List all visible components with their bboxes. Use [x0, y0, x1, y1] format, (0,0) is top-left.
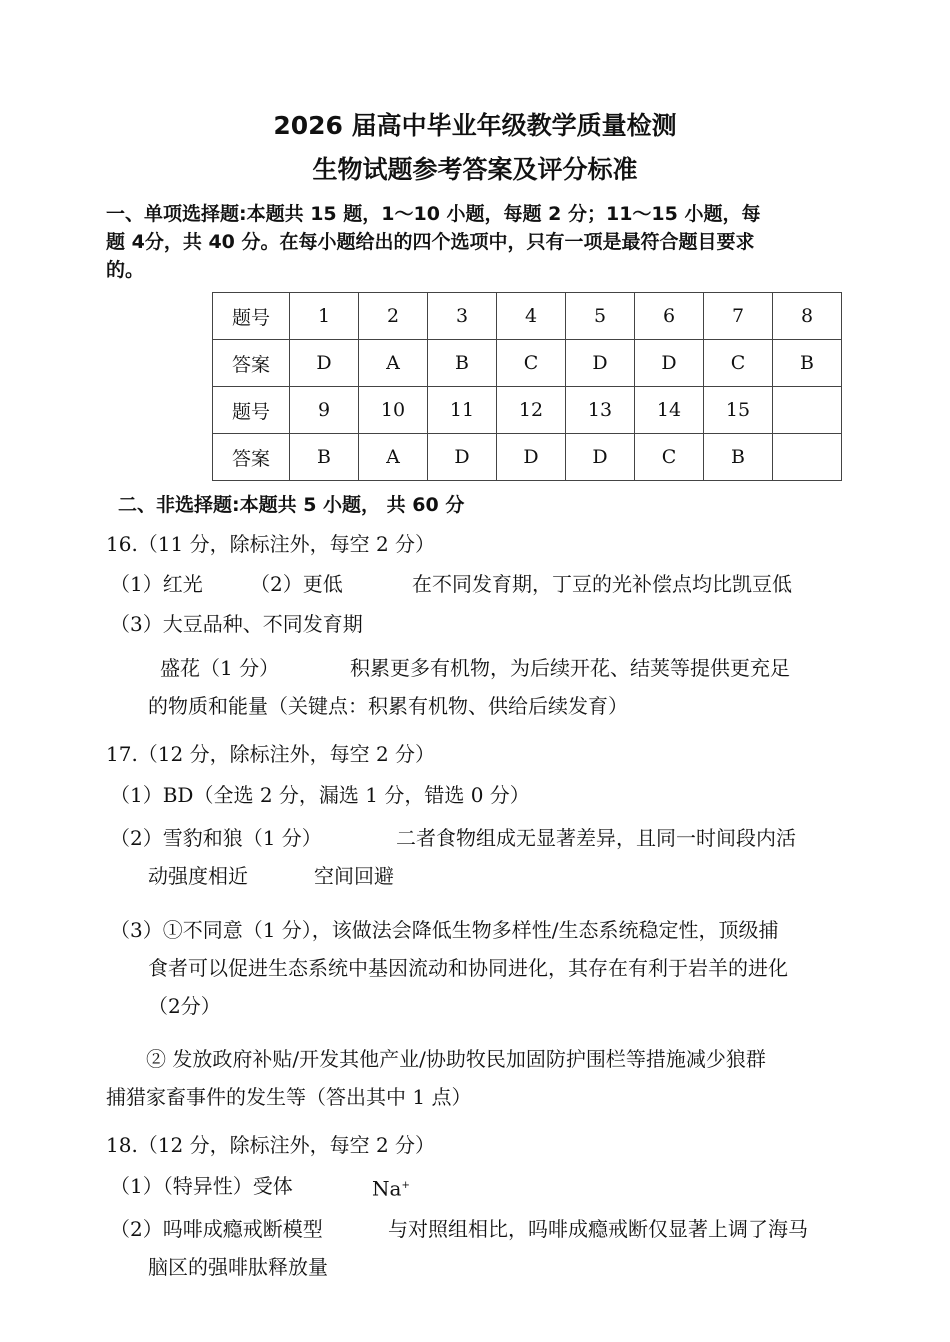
q16-answer-3c: 积累更多有机物，为后续开花、结荚等提供更充足 [350, 656, 790, 680]
section2-heading: 二、非选择题:本题共 5 小题， 共 60 分 [118, 494, 465, 516]
table-cell: 3 [428, 293, 497, 340]
q18-answer-1: （1）（特异性）受体 [110, 1174, 293, 1198]
table-cell: B [428, 340, 497, 387]
table-cell: D [497, 434, 566, 481]
table-cell: 6 [635, 293, 704, 340]
page-title: 2026 届高中毕业年级教学质量检测 [273, 111, 677, 140]
q16-answer-2: （2）更低 [250, 572, 343, 596]
table-cell: 12 [497, 387, 566, 434]
table-cell: B [773, 340, 842, 387]
section1-line2: 题 4分，共 40 分。在每小题给出的四个选项中，只有一项是最符合题目要求 [106, 231, 755, 253]
table-cell: B [704, 434, 773, 481]
page-subtitle: 生物试题参考答案及评分标准 [312, 155, 638, 184]
q18-answer-1b [372, 1174, 410, 1201]
q17-answer-3c: （2分） [148, 994, 221, 1018]
q17-answer-2b: 二者食物组成无显著差异，且同一时间段内活 [396, 826, 796, 850]
table-cell: 1 [290, 293, 359, 340]
table-cell: A [359, 434, 428, 481]
table-cell: 2 [359, 293, 428, 340]
table-cell: D [566, 434, 635, 481]
q16-answer-2-reason: 在不同发育期，丁豆的光补偿点均比凯豆低 [412, 572, 792, 596]
table-cell: 8 [773, 293, 842, 340]
table-cell: 14 [635, 387, 704, 434]
charge-sup: + [401, 1180, 410, 1191]
table-cell: C [497, 340, 566, 387]
table-cell: 15 [704, 387, 773, 434]
table-cell: 9 [290, 387, 359, 434]
table-cell: 5 [566, 293, 635, 340]
sodium-symbol: Na [372, 1176, 402, 1201]
q16-heading: 16.（11 分，除标注外，每空 2 分） [106, 532, 436, 556]
table-cell: D [428, 434, 497, 481]
table-cell: D [635, 340, 704, 387]
q18-answer-2c: 脑区的强啡肽释放量 [148, 1255, 328, 1279]
q16-answer-1: （1）红光 [110, 572, 203, 596]
section1-line1: 一、单项选择题:本题共 15 题，1～10 小题，每题 2 分；11～15 小题，每 [106, 203, 761, 225]
q17-heading: 17.（12 分，除标注外，每空 2 分） [106, 742, 436, 766]
table-cell: A [359, 340, 428, 387]
section1-line3: 的。 [106, 259, 145, 281]
q17-answer-1: （1）BD（全选 2 分，漏选 1 分，错选 0 分） [110, 783, 530, 807]
table-cell: C [704, 340, 773, 387]
answer-table [212, 292, 842, 481]
q16-answer-3b: 盛花（1 分） [160, 656, 280, 680]
table-cell: 13 [566, 387, 635, 434]
table-cell: C [635, 434, 704, 481]
q17-answer-2: （2）雪豹和狼（1 分） [110, 826, 322, 850]
q18-heading: 18.（12 分，除标注外，每空 2 分） [106, 1133, 436, 1157]
table-cell: 10 [359, 387, 428, 434]
q16-answer-3d: 的物质和能量（关键点：积累有机物、供给后续发育） [148, 694, 628, 718]
q17-answer-2d: 空间回避 [314, 864, 394, 888]
q18-answer-2b: 与对照组相比，吗啡成瘾戒断仅显著上调了海马 [388, 1217, 808, 1241]
q17-answer-3b: 食者可以促进生态系统中基因流动和协同进化，其存在有利于岩羊的进化 [148, 956, 788, 980]
row-label: 题号 [213, 387, 290, 434]
q17-answer-3e: 捕猎家畜事件的发生等（答出其中 1 点） [106, 1085, 472, 1109]
table-cell: 11 [428, 387, 497, 434]
q17-answer-3d: ② 发放政府补贴/开发其他产业/协助牧民加固防护围栏等措施减少狼群 [146, 1047, 766, 1071]
q16-answer-3: （3）大豆品种、不同发育期 [110, 612, 363, 636]
row-label: 答案 [213, 340, 290, 387]
row-label: 答案 [213, 434, 290, 481]
table-cell: 7 [704, 293, 773, 340]
table-row [213, 340, 842, 387]
q17-answer-3: （3）①不同意（1 分），该做法会降低生物多样性/生态系统稳定性，顶级捕 [110, 918, 779, 942]
row-label: 题号 [213, 293, 290, 340]
table-cell: B [290, 434, 359, 481]
q18-answer-2: （2）吗啡成瘾戒断模型 [110, 1217, 323, 1241]
table-row [213, 434, 842, 481]
table-cell: D [566, 340, 635, 387]
table-row [213, 387, 842, 434]
table-cell: 4 [497, 293, 566, 340]
table-cell [773, 387, 842, 434]
table-cell [773, 434, 842, 481]
table-row [213, 293, 842, 340]
q17-answer-2c: 动强度相近 [148, 864, 248, 888]
table-cell: D [290, 340, 359, 387]
